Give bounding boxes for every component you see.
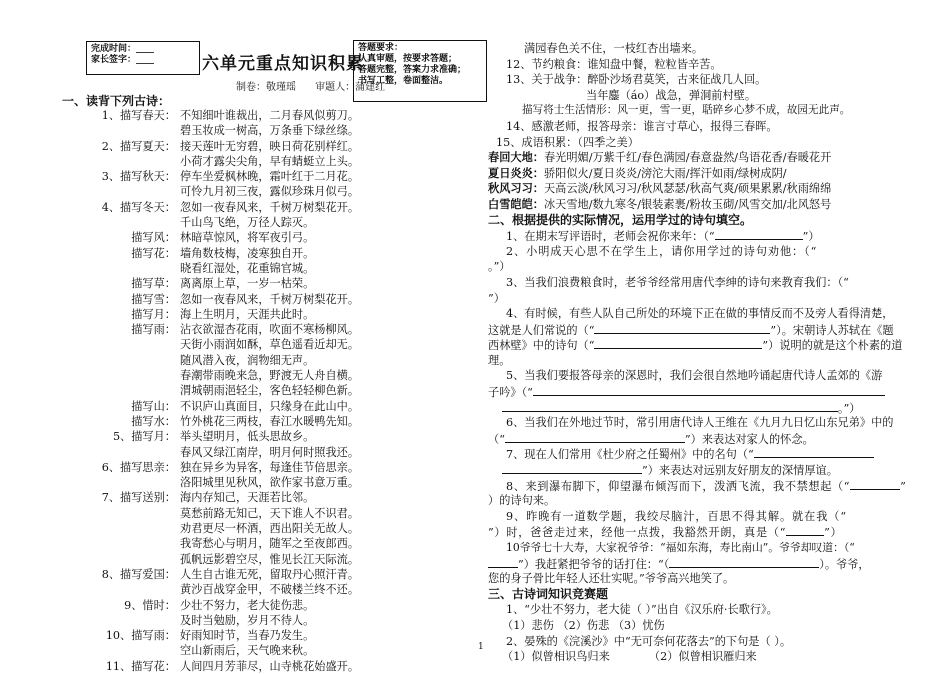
right-column: [488, 41, 908, 665]
question-5: 5、当我们要报答母亲的深恩时，我们会很自然地吟诵起唐代诗人孟郊的《游: [506, 369, 883, 383]
section2-heading: 二、根据提供的实际情况，运用学过的诗句填空。: [488, 212, 753, 227]
poem-row: [62, 307, 352, 322]
poem-row: [62, 399, 360, 414]
quiz-options-2[interactable]: （1）似曾相识鸟归来 （2）似曾相识雁归来: [502, 650, 757, 664]
poem-row: [62, 536, 360, 551]
poem-row: [62, 353, 352, 368]
requirements-title: 答题要求：: [358, 43, 404, 53]
poem-category-label: 6、描写思亲：: [101, 460, 176, 474]
question-1: 1、在期末写评语时，老师会祝你来年：（“ ”）: [506, 230, 820, 244]
poem-text: 我寄愁心与明月，随军之至夜郎西。: [180, 537, 360, 551]
season-label: 白雪皑皑：: [488, 197, 544, 211]
season-label: 秋风习习：: [488, 182, 544, 196]
season-idioms: 春光明媚/万紫千红/春色满园/春意盎然/鸟语花香/春暖花开: [543, 151, 832, 165]
poem-category-label: [62, 445, 176, 460]
question-6-b: （“ ”）来表达对家人的怀念。: [488, 432, 814, 446]
poem-row: [62, 108, 360, 123]
parent-signature-label: 家长签字：____: [91, 55, 155, 65]
quiz-question-1: 1、“少壮不努力，老大徒（ ）”出自《汉乐府·长歌行》。: [506, 603, 778, 617]
poem-row: [62, 429, 352, 444]
poem-row: [62, 154, 360, 169]
poem-category-label: 3、描写秋天：: [101, 170, 176, 184]
poem-row: [62, 490, 352, 505]
answer-blank[interactable]: [715, 228, 803, 240]
question-8-b: ）的诗句来。: [488, 494, 556, 508]
poem-text: 千山鸟飞绝，万径人踪灭。: [180, 216, 315, 230]
poem-category-label: [62, 154, 176, 169]
idiom-row: [488, 150, 908, 166]
question-2: 2、小明成天心思不在学生上，请你用学过的诗句劝他：（“: [506, 244, 818, 258]
poem-line: 当年鏖（áo）战急，弹洞前村壁。: [586, 88, 757, 102]
poem-text: 及时当勉励，岁月不待人。: [180, 613, 315, 627]
poem-text: 举头望明月，低头思故乡。: [180, 430, 315, 444]
poem-category-label: 描写花：: [131, 246, 176, 260]
answer-blank[interactable]: [850, 478, 900, 490]
quiz-question-2: 2、晏殊的《浣溪沙》中“无可奈何花落去”的下句是（ ）。: [506, 634, 792, 648]
quiz-options-1[interactable]: （1）悲伤 （2）伤悲 （3）忧伤: [502, 618, 665, 632]
poem-category-label: 描写月：: [131, 307, 176, 321]
season-label: 春回大地：: [488, 151, 544, 165]
answer-blank[interactable]: [533, 384, 885, 396]
season-idioms: 天高云淡/秋风习习/秋风瑟瑟/秋高气爽/硕果累累/秋雨绵绵: [543, 182, 832, 196]
idiom-row: [488, 166, 908, 182]
poem-category-label: 描写草：: [131, 277, 176, 291]
poem-text: 沾衣欲湿杏花雨，吹面不寒杨柳风。: [180, 323, 360, 337]
poem-row: [62, 368, 360, 383]
poem-text: 洛阳城里见秋风，欲作家书意万重。: [180, 476, 360, 490]
poem-row: [62, 475, 360, 490]
poem-text: 孤帆远影碧空尽，惟见长江天际流。: [180, 552, 360, 566]
poem-text: 林暗草惊风，将军夜引弓。: [180, 231, 315, 245]
poem-category-label: 7、描写送别：: [101, 491, 176, 505]
poem-row: [62, 337, 360, 352]
season-idioms: 冰天雪地/数九寒冬/银装素裹/粉妆玉砌/风雪交加/北风怒号: [543, 197, 832, 211]
question-2-cont: 。”）: [488, 260, 511, 274]
question-3-cont: ”）: [488, 291, 505, 305]
requirements-box: [353, 40, 487, 102]
poem-row: [62, 230, 352, 245]
poem-row: [62, 460, 360, 475]
poem-category-label: 描写风：: [131, 231, 176, 245]
poem-category-label: [62, 383, 176, 398]
poem-row: [62, 613, 352, 628]
poem-row: [62, 261, 352, 276]
poem-category-label: [62, 521, 176, 536]
poem-category-label: [62, 337, 176, 352]
poem-row: [62, 552, 360, 567]
requirement-line: 答题完整，答案力求准确；: [358, 65, 467, 75]
poem-line: 13、关于战争：醉卧沙场君莫笑，古来征战几人回。: [506, 73, 767, 87]
poem-category-label: [62, 123, 176, 138]
poem-text: 少壮不努力，老大徒伤悲。: [180, 598, 315, 612]
poem-row: [62, 322, 360, 337]
poem-category-label: [62, 184, 176, 199]
poem-row: [62, 184, 360, 199]
poem-row: [62, 169, 360, 184]
poem-category-label: [62, 368, 176, 383]
poem-text: 黄沙百战穿金甲，不破楼兰终不还。: [180, 583, 360, 597]
answer-blank[interactable]: [669, 556, 819, 568]
poem-category-label: 描写山：: [131, 399, 176, 413]
question-7: 7、现在人们常用《杜少府之任蜀州》中的名句（“: [488, 446, 908, 462]
question-10-c: 您的身子骨比年轻人还壮实呢。”爷爷高兴地笑了。: [488, 572, 735, 586]
poem-text: 海内存知己，天涯若比邻。: [180, 491, 315, 505]
completion-box: [86, 41, 200, 75]
poem-category-label: [62, 552, 176, 567]
poem-category-label: 9、惜时：: [124, 598, 176, 612]
poem-row: [62, 414, 360, 429]
season-idioms: 骄阳似火/夏日炎炎/滂沱大雨/挥汗如雨/绿树成阴/: [543, 166, 787, 180]
answer-blank[interactable]: [488, 556, 518, 568]
poem-text: 小荷才露尖尖角，早有蜻蜓立上头。: [180, 154, 360, 168]
page-title: 六单元重点知识积累: [202, 54, 364, 74]
idiom-row: [488, 197, 908, 213]
poem-row: [62, 246, 352, 261]
poem-line: 满园春色关不住，一枝红杏出墙来。: [524, 42, 704, 55]
poem-category-label: 5、描写月：: [112, 430, 176, 444]
poem-text: 碧玉妆成一树高，万条垂下绿丝绦。: [180, 124, 360, 138]
poem-text: 竹外桃花三两枝，春江水暖鸭先知。: [180, 414, 360, 428]
poem-row: [62, 139, 360, 154]
poem-row: [62, 521, 360, 536]
requirement-line: 书写工整，卷面整洁。: [358, 76, 449, 86]
poem-text: 天街小雨润如酥，草色遥看近却无。: [180, 338, 360, 352]
poem-category-label: 描写水：: [131, 414, 176, 428]
poem-category-label: [62, 613, 176, 628]
poem-line: 描写将士生活情形：风一更，雪一更，聒碎乡心梦不成，故园无此声。: [522, 104, 851, 117]
poem-category-label: 描写雪：: [131, 292, 176, 306]
poem-category-label: [62, 261, 176, 276]
poem-text: 墙角数枝梅，凌寒独自开。: [180, 246, 315, 260]
poem-text: 忽如一夜春风来，千树万树梨花开。: [180, 200, 360, 214]
answer-blank[interactable]: [502, 400, 838, 412]
section1-heading: 一、读背下列古诗：: [62, 94, 171, 108]
question-4: 4、有时候，有些人队自己所处的环境下正在做的事情反而不及旁人看得清楚，: [506, 307, 894, 321]
question-4-d: 理。: [488, 353, 511, 367]
poem-text: 春风又绿江南岸，明月何时照我还。: [180, 445, 360, 459]
question-8: 8、来到瀑布脚下，仰望瀑布倾泻而下，泼洒飞流，我不禁想起（“ ”: [506, 479, 907, 493]
poem-row: [62, 383, 360, 398]
answer-blank[interactable]: [754, 446, 874, 458]
question-7-b: ”）来表达对远别友好朋友的深情厚谊。: [488, 462, 908, 478]
poem-row: [62, 628, 352, 643]
poem-text: 人间四月芳菲尽，山寺桃花始盛开。: [180, 659, 360, 673]
answer-blank[interactable]: [594, 337, 762, 349]
poem-row: [62, 445, 360, 460]
poem-text: 停车坐爱枫林晚，霜叶红于二月花。: [180, 170, 360, 184]
poem-category-label: [62, 582, 176, 597]
poem-category-label: [62, 536, 176, 551]
poem-row: [62, 567, 360, 582]
question-4-b: 这就是人们常说的（“ ”）。宋朝诗人苏轼在《题: [488, 323, 894, 337]
question-4-c: 西林壁》中的诗句（“ ”）说明的就是这个朴素的道: [488, 339, 903, 353]
authors-line: 制卷：敬瑾瑶 审题人：蒲建红: [236, 82, 386, 93]
poem-row: [62, 276, 352, 291]
poem-text: 劝君更尽一杯酒，西出阳关无故人。: [180, 522, 360, 536]
poem-category-label: 1、描写春天：: [101, 109, 176, 122]
poem-text: 不知细叶谁裁出，二月春风似剪刀。: [180, 109, 360, 122]
poem-category-label: [62, 643, 176, 658]
answer-blank[interactable]: [502, 462, 642, 474]
question-9-b: ”）时，爸爸走过来，经他一点拨，我豁然开朗，真是（“ ”）: [488, 526, 843, 540]
poem-text: 莫愁前路无知己，天下谁人不识君。: [180, 506, 360, 520]
poem-category-label: 10、描写雨：: [105, 629, 176, 643]
poem-text: 可怜九月初三夜，露似珍珠月似弓。: [180, 185, 360, 199]
poem-row: [62, 123, 360, 138]
question-10-b: ”）我赶紧把爷爷的话打住：“（ ）。爷爷，: [488, 556, 908, 572]
question-10: 10爷爷七十大寿，大家祝爷爷：“福如东海，寿比南山”。爷爷却叹道：（“: [506, 541, 855, 554]
poem-category-label: [62, 353, 176, 368]
poem-line: 12、节约粮食：谁知盘中餐，粒粒皆辛苦。: [506, 57, 722, 71]
poem-text: 独在异乡为异客，每逢佳节倍思亲。: [180, 460, 360, 474]
poem-category-label: 4、描写冬天：: [101, 200, 176, 214]
requirement-line: 认真审题，按要求答题；: [358, 54, 458, 64]
poem-row: [62, 200, 360, 215]
poem-category-label: 2、描写夏天：: [101, 139, 176, 153]
poem-category-label: 描写雨：: [131, 323, 176, 337]
poem-row: [62, 292, 360, 307]
poem-text: 人生自古谁无死，留取丹心照汗青。: [180, 567, 360, 581]
page-number: 1: [478, 642, 484, 652]
poem-category-label: [62, 506, 176, 521]
poem-category-label: [62, 215, 176, 230]
poem-text: 渭城朝雨浥轻尘，客色轻轻柳色新。: [180, 384, 360, 398]
poem-row: [62, 659, 360, 674]
section3-heading: 三、古诗词知识竞赛题: [488, 586, 609, 601]
answer-blank[interactable]: [786, 524, 824, 536]
poem-row: [62, 506, 360, 521]
poem-text: 海上生明月，天涯共此时。: [180, 307, 315, 321]
idiom-row: [488, 181, 908, 197]
poem-text: 随风潜入夜，润物细无声。: [180, 353, 315, 367]
poem-category-label: 8、描写爱国：: [101, 567, 176, 581]
question-5-b: 子吟》（“: [488, 384, 908, 400]
answer-blank[interactable]: [594, 322, 770, 334]
poem-text: 不识庐山真面目，只缘身在此山中。: [180, 399, 360, 413]
poem-category-label: [62, 475, 176, 490]
poem-line: 14、感激老师，报答母亲：谁言寸草心，报得三春晖。: [506, 119, 778, 133]
poem-text: 忽如一夜春风来，千树万树梨花开。: [180, 292, 360, 306]
poem-list: [62, 108, 360, 674]
poem-category-label: 11、描写花：: [105, 659, 176, 673]
question-5-c: 。”）: [488, 400, 908, 416]
poem-text: 接天莲叶无穷碧，映日荷花别样红。: [180, 139, 360, 153]
poem-text: 空山新雨后，天气晚来秋。: [180, 644, 315, 658]
poem-row: [62, 598, 352, 613]
completion-time-label: 完成时间：____: [91, 44, 155, 54]
poem-text: 好雨知时节，当春乃发生。: [180, 629, 315, 643]
season-label: 夏日炎炎：: [488, 166, 544, 180]
answer-blank[interactable]: [505, 431, 685, 443]
question-9: 9、昨晚有一道数学题，我绞尽脑汁，百思不得其解。就在我（“: [506, 509, 848, 523]
question-6: 6、当我们在外地过节时，常引用唐代诗人王维在《九月九日忆山东兄弟》中的: [506, 416, 894, 430]
poem-row: [62, 215, 352, 230]
poem-row: [62, 643, 352, 658]
poem-text: 离离原上草，一岁一枯荣。: [180, 277, 315, 291]
idiom-heading: 15、成语积累：（四季之美）: [496, 135, 639, 149]
poem-row: [62, 582, 360, 597]
poem-text: 晓看红湿处，花重锦官城。: [180, 261, 315, 275]
question-3: 3、当我们浪费粮食时，老爷爷经常用唐代李绅的诗句来教育我们：（“: [506, 275, 849, 289]
poem-text: 春潮带雨晚来急，野渡无人舟自横。: [180, 369, 360, 383]
